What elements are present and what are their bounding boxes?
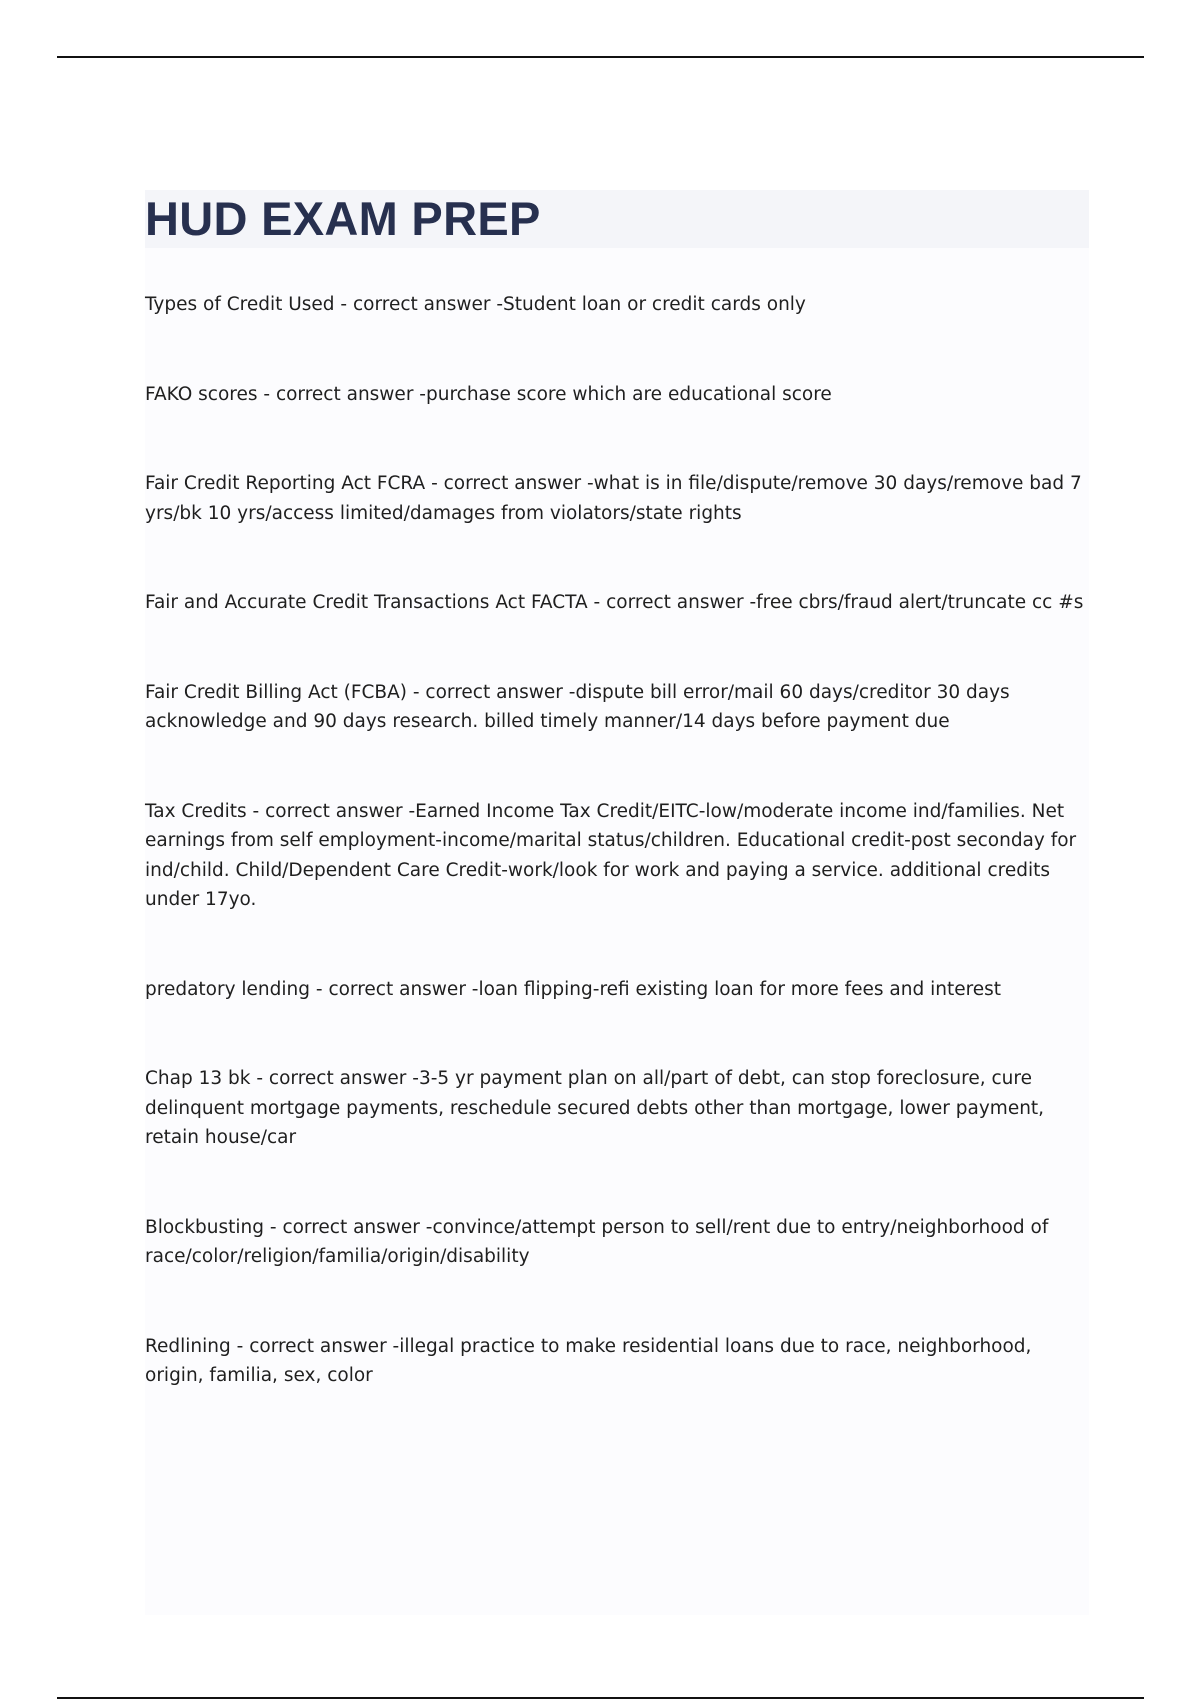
page-top-rule <box>57 56 1144 58</box>
page-bottom-rule <box>57 1697 1144 1699</box>
qa-item: predatory lending - correct answer -loan flipping-refi existing loan for more fees and interest <box>145 978 1002 1000</box>
qa-item: Tax Credits - correct answer -Earned Income Tax Credit/EITC-low/moderate income ind/families. Net earnings from self employment-income/marital status/children. Educational credit-post seconday for ind/child. Child/Dependent Care Credit-work/look for work and paying a service. additional credits under 17yo. <box>145 800 1077 910</box>
qa-item: Types of Credit Used - correct answer -Student loan or credit cards only <box>145 294 806 315</box>
qa-list <box>145 290 1089 1451</box>
qa-item: Blockbusting - correct answer -convince/attempt person to sell/rent due to entry/neighborhood of race/color/religion/familia/origin/disability <box>145 1216 1049 1267</box>
page-title: HUD EXAM PREP <box>145 192 541 245</box>
qa-item: Redlining - correct answer -illegal practice to make residential loans due to race, neighborhood, origin, familia, sex, color <box>145 1335 1032 1386</box>
qa-item: Fair Credit Billing Act (FCBA) - correct answer -dispute bill error/mail 60 days/creditor 30 days acknowledge and 90 days research. billed timely manner/14 days before payment due <box>145 681 1010 732</box>
qa-item: Fair and Accurate Credit Transactions Act FACTA - correct answer -free cbrs/fraud alert/truncate cc #s <box>145 592 1084 613</box>
qa-item: Fair Credit Reporting Act FCRA - correct answer -what is in file/dispute/remove 30 days/remove bad 7 yrs/bk 10 yrs/access limited/damages from violators/state rights <box>145 473 1082 524</box>
qa-item: FAKO scores - correct answer -purchase score which are educational score <box>145 383 832 405</box>
qa-item: Chap 13 bk - correct answer -3-5 yr payment plan on all/part of debt, can stop foreclosure, cure delinquent mortgage payments, reschedule secured debts other than mortgage, lower payment, retain house/car <box>145 1068 1045 1148</box>
